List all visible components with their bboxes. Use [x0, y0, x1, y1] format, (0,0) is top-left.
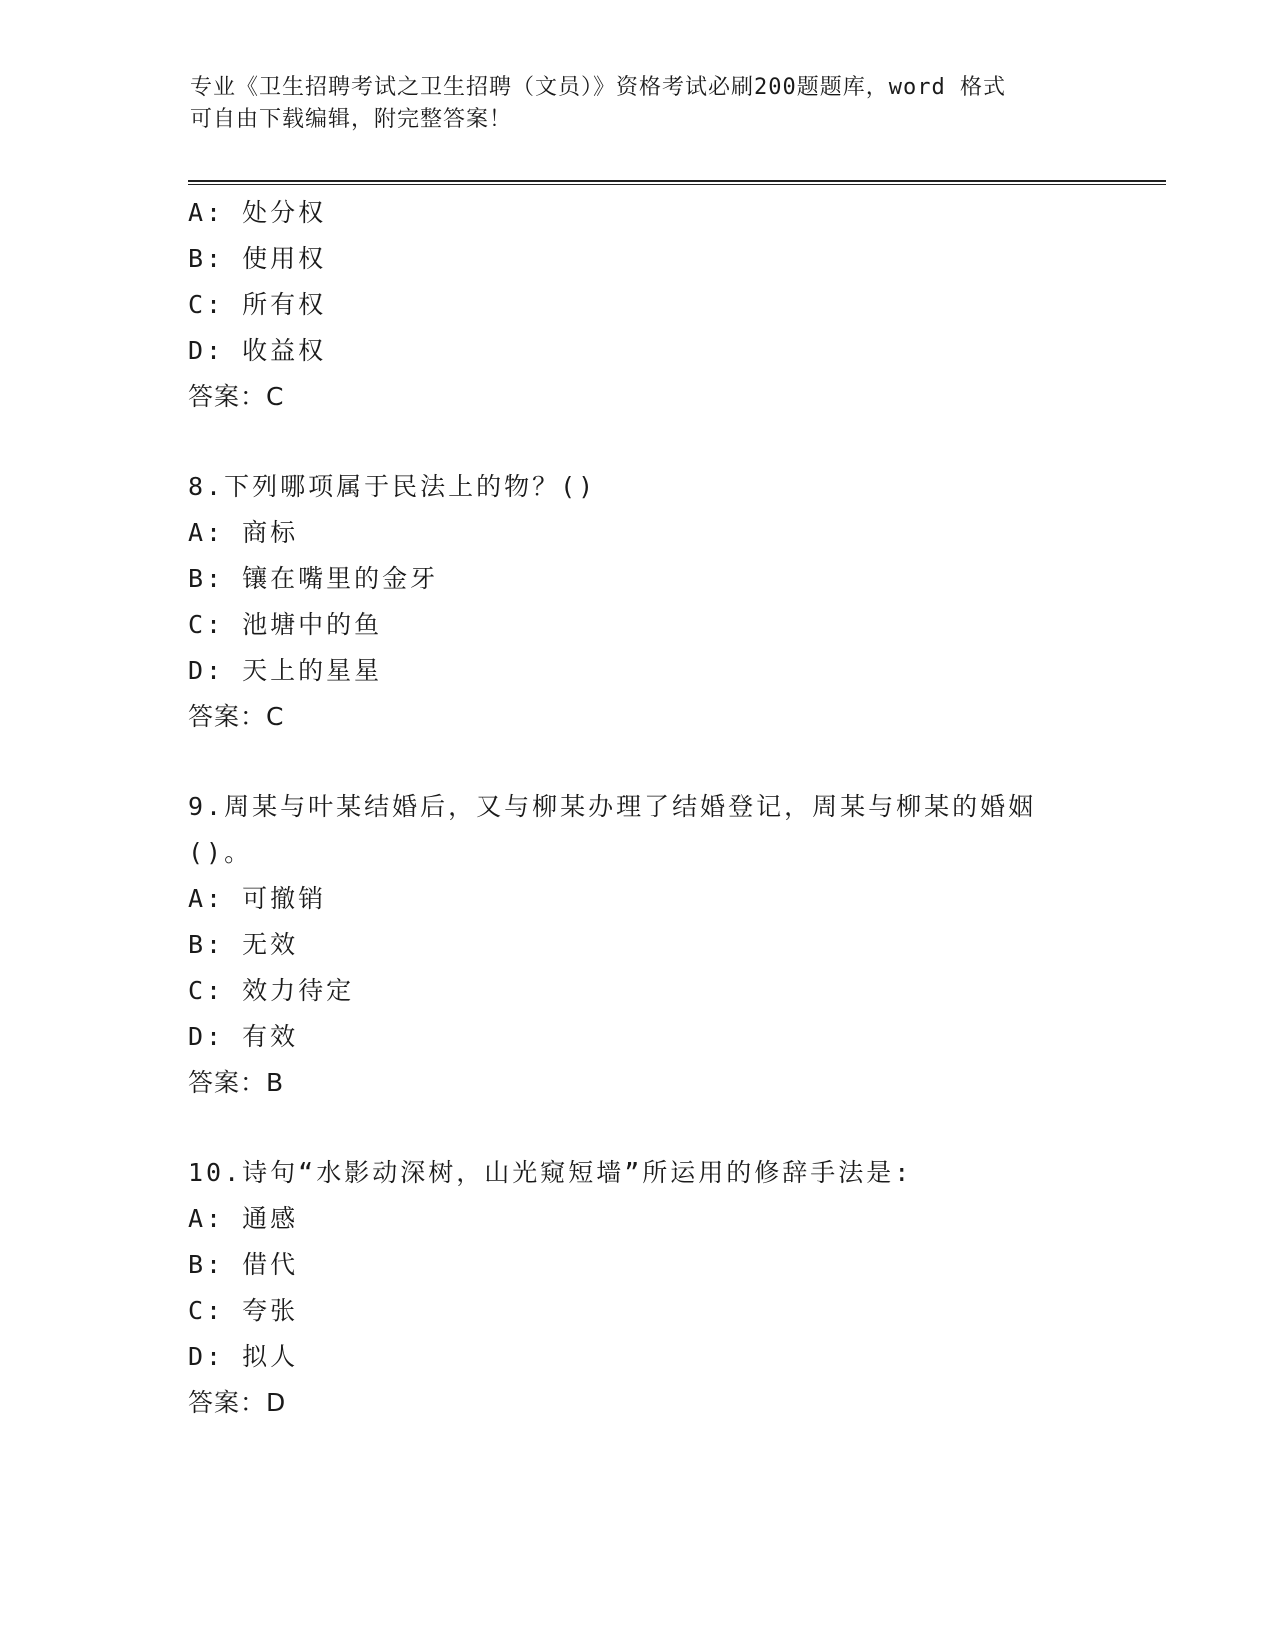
option-c: C: 池塘中的鱼	[188, 610, 383, 639]
option-d: D: 收益权	[188, 336, 327, 365]
answer: 答案：B	[188, 1068, 285, 1097]
header-title-line-1: 专业《卫生招聘考试之卫生招聘（文员）》资格考试必刷200题题库，word 格式	[190, 75, 1006, 100]
option-c: C: 夸张	[188, 1296, 299, 1325]
option-b: B: 镶在嘴里的金牙	[188, 564, 439, 593]
header-title-line-2: 可自由下载编辑，附完整答案！	[190, 107, 513, 132]
option-a: A: 处分权	[188, 198, 327, 227]
question-9	[188, 784, 1088, 1106]
question-stem-line-1: 9.周某与叶某结婚后，又与柳某办理了结婚登记，周某与柳某的婚姻	[188, 792, 1037, 821]
option-d: D: 有效	[188, 1022, 299, 1051]
header-divider	[188, 180, 1166, 185]
answer: 答案：C	[188, 702, 285, 731]
option-b: B: 借代	[188, 1250, 299, 1279]
option-c: C: 效力待定	[188, 976, 355, 1005]
option-b: B: 使用权	[188, 244, 327, 273]
option-c: C: 所有权	[188, 290, 327, 319]
option-b: B: 无效	[188, 930, 299, 959]
option-d: D: 天上的星星	[188, 656, 383, 685]
question-8	[188, 464, 1088, 740]
option-a: A: 商标	[188, 518, 299, 547]
question-list	[188, 190, 1088, 1426]
question-stem: 8.下列哪项属于民法上的物？()	[188, 472, 597, 501]
question-stem: 10.诗句“水影动深树，山光窥短墙”所运用的修辞手法是:	[188, 1158, 913, 1187]
option-d: D: 拟人	[188, 1342, 299, 1371]
option-a: A: 可撤销	[188, 884, 327, 913]
question-10	[188, 1150, 1088, 1426]
answer: 答案：C	[188, 382, 285, 411]
option-a: A: 通感	[188, 1204, 299, 1233]
answer: 答案：D	[188, 1388, 287, 1417]
question-7	[188, 190, 1088, 420]
question-stem-line-2: ()。	[188, 838, 253, 867]
page-header	[190, 72, 1090, 136]
